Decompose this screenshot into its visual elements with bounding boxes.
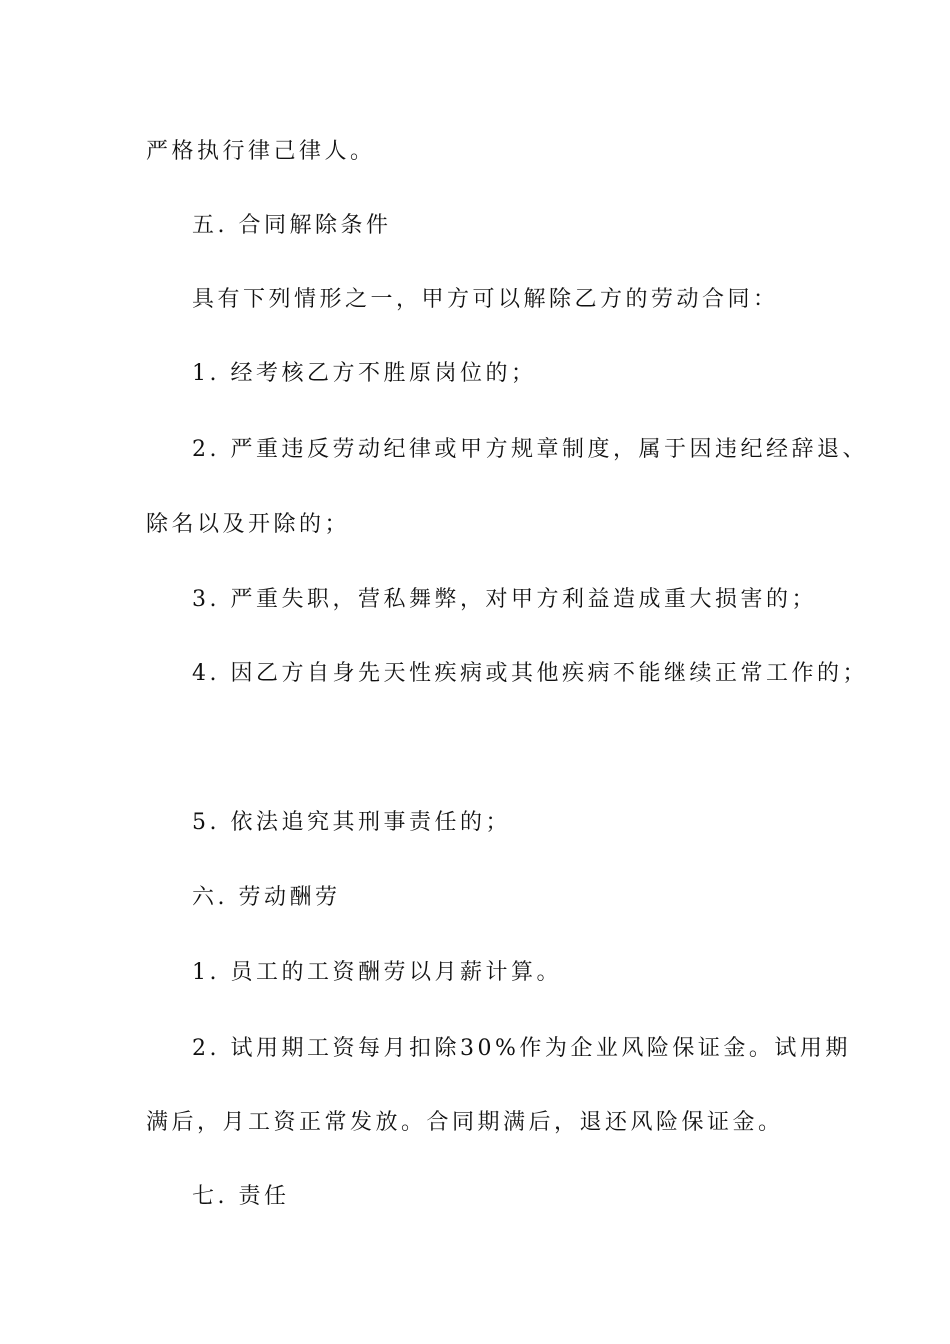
list-item-2-continuation: 除名以及开除的； <box>146 512 351 537</box>
pay-item-1: 1. 员工的工资酬劳以月薪计算。 <box>192 960 562 985</box>
section-heading-6: 六. 劳动酬劳 <box>192 885 341 910</box>
paragraph-continuation: 严格执行律己律人。 <box>146 139 376 164</box>
paragraph-intro: 具有下列情形之一，甲方可以解除乙方的劳动合同： <box>192 287 779 312</box>
section-heading-5: 五. 合同解除条件 <box>192 213 392 238</box>
list-item-1: 1. 经考核乙方不胜原岗位的； <box>192 361 537 386</box>
list-item-4: 4. 因乙方自身先天性疾病或其他疾病不能继续正常工作的； <box>192 661 868 686</box>
list-item-3: 3. 严重失职，营私舞弊，对甲方利益造成重大损害的； <box>192 587 817 612</box>
pay-item-2: 2. 试用期工资每月扣除30%作为企业风险保证金。试用期 <box>192 1036 851 1061</box>
section-heading-7: 七. 责任 <box>192 1184 290 1209</box>
list-item-5: 5. 依法追究其刑事责任的； <box>192 810 511 835</box>
list-item-2: 2. 严重违反劳动纪律或甲方规章制度，属于因违纪经辞退、 <box>192 437 868 462</box>
pay-item-2-continuation: 满后，月工资正常发放。合同期满后，退还风险保证金。 <box>146 1110 784 1135</box>
